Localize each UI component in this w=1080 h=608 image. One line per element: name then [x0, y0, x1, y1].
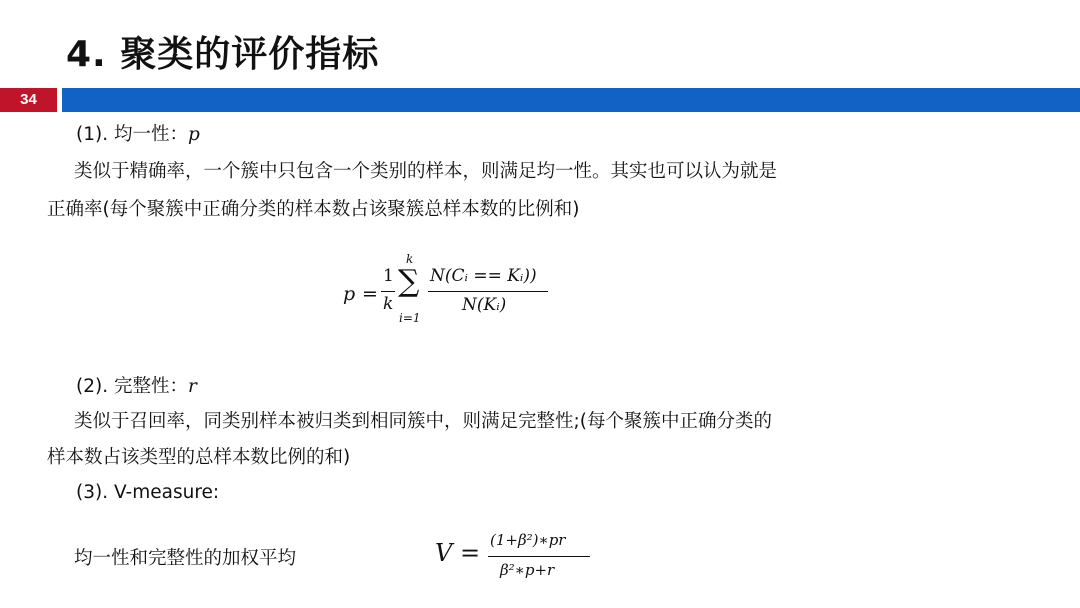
section1-heading-var: p [187, 124, 200, 145]
formula1-sum-upper: k [406, 252, 414, 266]
header-band-blue [62, 88, 1080, 112]
section2-body-line1: 类似于召回率，同类别样本被归类到相同簇中，则满足完整性;(每个聚簇中正确分类的 [74, 411, 772, 432]
section2-body-line2: 样本数占该类型的总样本数比例的和) [47, 447, 351, 468]
formula2-numerator: (1+β²)∗pr [490, 531, 566, 549]
formula1-frac-den: k [383, 294, 394, 314]
formula2-denominator: β²∗p+r [500, 561, 555, 579]
formula1-frac-num: 1 [383, 266, 394, 286]
section3-heading: (3). V-measure: [76, 482, 220, 503]
section1-body-line1: 类似于精确率，一个簇中只包含一个类别的样本，则满足均一性。其实也可以认为就是 [74, 161, 778, 182]
page-number: 34 [20, 91, 37, 108]
section2-heading-text: (2). 完整性： [76, 376, 188, 397]
section1-heading [76, 120, 200, 146]
formula1-frac-bar [381, 291, 395, 292]
formula2-bar [488, 556, 590, 557]
formula2-lhs: V [435, 539, 453, 567]
formula1-lhs: p [343, 283, 356, 305]
formula2-equals: = [460, 539, 481, 567]
section1-body-line2: 正确率(每个聚簇中正确分类的样本数占该聚簇总样本数的比例和) [47, 199, 580, 220]
formula1-sum-symbol: ∑ [398, 264, 420, 299]
formula1-denominator: N(Kᵢ) [462, 295, 507, 315]
formula1-numerator: N(Cᵢ == Kᵢ)) [430, 266, 537, 286]
section2-heading [76, 372, 197, 398]
section2-heading-var: r [187, 376, 197, 397]
formula1-sum-lower: i=1 [399, 311, 421, 325]
slide-title: 4. 聚类的评价指标 [66, 34, 380, 75]
formula1-equals: = [362, 283, 378, 305]
section1-heading-text: (1). 均一性： [76, 124, 188, 145]
section3-description: 均一性和完整性的加权平均 [74, 548, 297, 569]
formula1-main-bar [428, 291, 548, 292]
